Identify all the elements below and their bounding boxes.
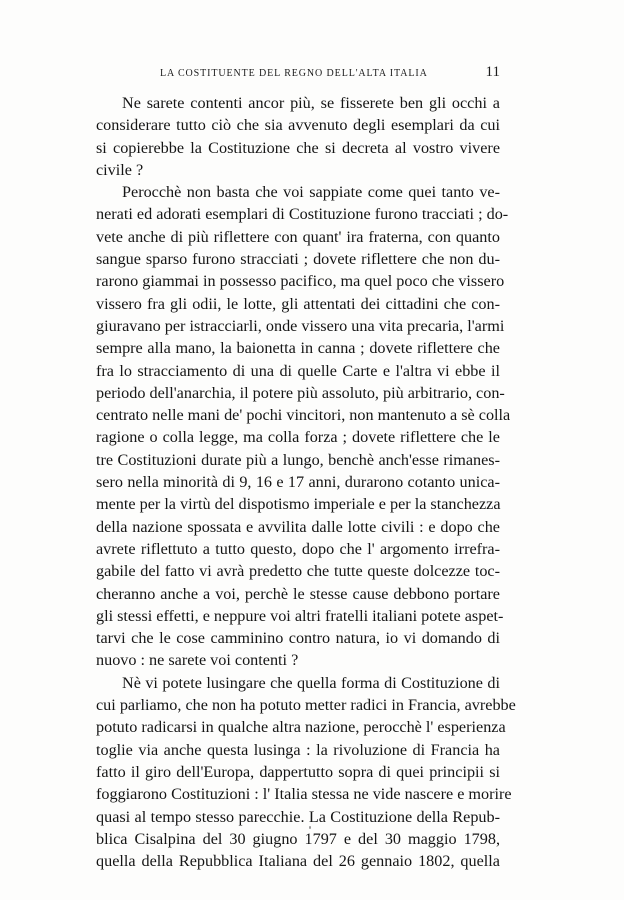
text-line: cheranno anche a voi, perchè le stesse cause debbono portare bbox=[96, 584, 500, 603]
text-line: tarvi che le cose camminino contro natura, io vi domando di bbox=[96, 629, 500, 648]
text-line: sero nella minorità di 9, 16 e 17 anni, durarono cotanto unica- bbox=[96, 473, 500, 492]
text-line: gabile del fatto vi avrà predetto che tutte queste dolcezze toc- bbox=[96, 562, 500, 581]
text-line: civile ? bbox=[96, 160, 144, 179]
text-line: potuto radicarsi in qualche altra nazione, perocchè l' esperienza bbox=[96, 718, 506, 737]
text-line: mente per la virtù del dispotismo imperiale e per la stanchezza bbox=[96, 495, 501, 514]
text-line: toglie via anche questa lusinga : la rivoluzione di Francia ha bbox=[96, 740, 500, 759]
running-head bbox=[96, 66, 500, 82]
paragraph-1 bbox=[96, 92, 500, 181]
text-line: foggiarono Costituzioni : l' Italia stessa ne vide nascere e morire bbox=[96, 785, 512, 804]
text-line: considerare tutto ciò che sia avvenuto degli esemplari da cui bbox=[96, 116, 500, 135]
text-line: blica Cisalpina del 30 giugno 1797 e del 30 maggio 1798, bbox=[96, 829, 500, 848]
paragraph-3 bbox=[96, 672, 516, 873]
text-line: rarono giammai in possesso pacifico, ma quel poco che vissero bbox=[96, 272, 505, 291]
body-text bbox=[96, 92, 516, 872]
text-line: della nazione spossata e avvilita dalle lotte civili : e dopo che bbox=[96, 517, 500, 536]
running-title: LA COSTITUENTE DEL REGNO DELL'ALTA ITALIA bbox=[160, 68, 428, 79]
paper-speck bbox=[309, 826, 311, 829]
text-line: quella della Repubblica Italiana del 26 gennaio 1802, quella bbox=[96, 852, 500, 871]
text-line: nuovo : ne sarete voi contenti ? bbox=[96, 651, 299, 670]
text-line: sempre alla mano, la baionetta in canna ; dovete riflettere che bbox=[96, 339, 500, 358]
text-line: giuravano per istracciarli, onde vissero una vita precaria, l'armi bbox=[96, 316, 505, 335]
text-line: tre Costituzioni durate più a lungo, benchè anch'esse rimanes- bbox=[96, 450, 500, 469]
text-line: ragione o colla legge, ma colla forza ; dovete riflettere che le bbox=[96, 428, 500, 447]
text-line: periodo dell'anarchia, il potere più assoluto, più arbitrario, con- bbox=[96, 383, 505, 402]
text-line: vete anche di più riflettere con quant' ira fraterna, con quanto bbox=[96, 227, 500, 246]
text-line: fatto il giro dell'Europa, dappertutto sopra di quei principii si bbox=[96, 762, 500, 781]
text-line: nerati ed adorati esemplari di Costituzione furono tracciati ; do- bbox=[96, 205, 509, 224]
text-line: Ne sarete contenti ancor più, se fisserete ben gli occhi a bbox=[122, 94, 500, 112]
paragraph-2 bbox=[96, 181, 511, 672]
text-line: centrato nelle mani de' pochi vincitori, non mantenuto a sè colla bbox=[96, 406, 511, 425]
text-line: si copierebbe la Costituzione che si decreta al vostro vivere bbox=[96, 138, 500, 157]
text-line: cui parliamo, che non ha potuto metter radici in Francia, avrebbe bbox=[96, 696, 516, 715]
text-line: avrete riflettuto a tutto questo, dopo che l' argomento irrefra- bbox=[96, 539, 500, 558]
text-line: Perocchè non basta che voi sappiate come quei tanto ve- bbox=[122, 183, 500, 202]
text-line: Nè vi potete lusingare che quella forma di Costituzione di bbox=[122, 673, 500, 692]
text-line: vissero fra gli odii, le lotte, gli attentati dei cittadini che con- bbox=[96, 294, 500, 313]
text-line: sangue sparso furono stracciati ; dovete riflettere che non du- bbox=[96, 250, 500, 269]
text-line: quasi al tempo stesso parecchie. La Costituzione della Repub- bbox=[96, 807, 500, 826]
text-line: fra lo stracciamento di una di quelle Carte e l'altra vi ebbe il bbox=[96, 361, 500, 380]
text-line: gli stessi effetti, e neppure voi altri fratelli italiani potete aspet- bbox=[96, 606, 504, 625]
page-number: 11 bbox=[485, 64, 500, 80]
